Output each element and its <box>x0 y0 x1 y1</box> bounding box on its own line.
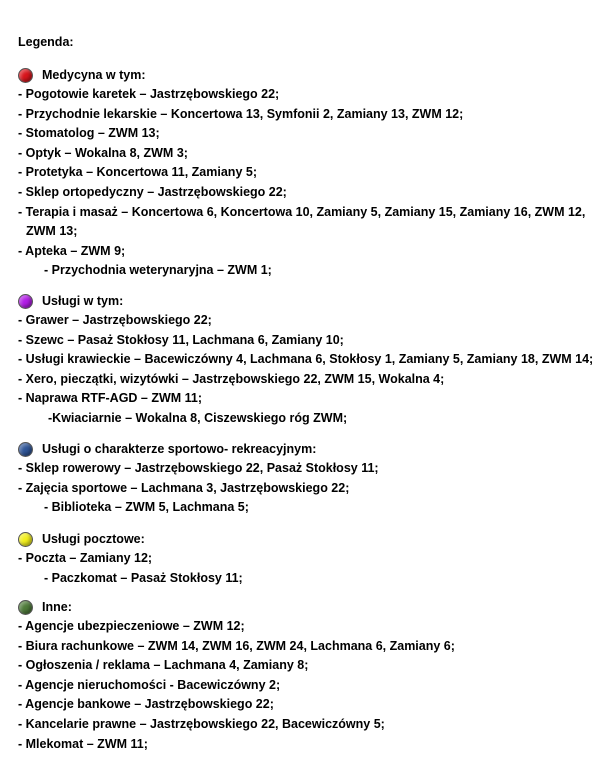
list-item: - Kancelarie prawne – Jastrzębowskiego 22, Bacewiczówny 5; <box>18 716 385 731</box>
list-item: - Agencje ubezpieczeniowe – ZWM 12; <box>18 619 245 633</box>
section-uslugi <box>18 292 603 429</box>
section-label: Medycyna w tym: <box>42 68 146 82</box>
list-item: - Sklep rowerowy – Jastrzębowskiego 22, Pasaż Stokłosy 11; <box>18 461 379 475</box>
section-medycyna <box>18 66 603 281</box>
list-item: - Agencje bankowe – Jastrzębowskiego 22; <box>18 697 274 712</box>
section-pocztowe <box>18 530 603 588</box>
list-item-indented: - Przychodnia weterynaryjna – ZWM 1; <box>44 263 272 278</box>
list-item: - Optyk – Wokalna 8, ZWM 3; <box>18 145 188 160</box>
green-circle-icon <box>18 600 33 615</box>
list-item: - Naprawa RTF-AGD – ZWM 11; <box>18 391 203 406</box>
section-label: Usługi pocztowe: <box>42 532 145 546</box>
list-item: - Ogłoszenia / reklama – Lachmana 4, Zamiany 8; <box>18 658 309 673</box>
section-label: Inne: <box>42 600 72 614</box>
section-header <box>18 530 603 549</box>
red-circle-icon <box>18 68 33 83</box>
list-item: - Przychodnie lekarskie – Koncertowa 13, Symfonii 2, Zamiany 13, ZWM 12; <box>18 106 464 121</box>
section-sport <box>18 440 603 518</box>
list-item: - Grawer – Jastrzębowskiego 22; <box>18 313 212 327</box>
list-item: - Pogotowie karetek – Jastrzębowskiego 22; <box>18 87 280 101</box>
list-item: - Mlekomat – ZWM 11; <box>18 736 148 751</box>
list-item: - Protetyka – Koncertowa 11, Zamiany 5; <box>18 165 257 180</box>
list-item-indented: - Biblioteka – ZWM 5, Lachmana 5; <box>44 500 249 515</box>
section-inne <box>18 598 603 754</box>
list-item: - Agencje nieruchomości - Bacewiczówny 2; <box>18 677 281 692</box>
list-item: - Terapia i masaż – Koncertowa 6, Koncertowa 10, Zamiany 5, Zamiany 15, Zamiany 16, ZWM 12, <box>18 204 586 219</box>
list-item: - Zajęcia sportowe – Lachmana 3, Jastrzębowskiego 22; <box>18 480 350 495</box>
section-label: Usługi o charakterze sportowo- rekreacyjnym: <box>42 442 317 456</box>
list-item-indented: - Paczkomat – Pasaż Stokłosy 11; <box>44 570 243 585</box>
yellow-circle-icon <box>18 532 33 547</box>
section-header <box>18 598 603 617</box>
list-item: - Xero, pieczątki, wizytówki – Jastrzębowskiego 22, ZWM 15, Wokalna 4; <box>18 371 445 386</box>
section-header <box>18 66 603 85</box>
blue-circle-icon <box>18 442 33 457</box>
purple-circle-icon <box>18 294 33 309</box>
list-item: - Biura rachunkowe – ZWM 14, ZWM 16, ZWM 24, Lachmana 6, Zamiany 6; <box>18 638 455 653</box>
list-item: - Szewc – Pasaż Stokłosy 11, Lachmana 6, Zamiany 10; <box>18 332 344 347</box>
section-header <box>18 440 603 459</box>
list-item-indented: -Kwiaciarnie – Wokalna 8, Ciszewskiego róg ZWM; <box>48 410 348 425</box>
section-label: Usługi w tym: <box>42 294 124 308</box>
list-item: - Sklep ortopedyczny – Jastrzębowskiego 22; <box>18 184 287 199</box>
list-item: - Usługi krawieckie – Bacewiczówny 4, Lachmana 6, Stokłosy 1, Zamiany 5, Zamiany 18, ZWM 14; <box>18 352 594 367</box>
section-header <box>18 292 603 311</box>
list-item-continuation: ZWM 13; <box>26 224 78 239</box>
list-item: - Poczta – Zamiany 12; <box>18 551 153 565</box>
list-item: - Stomatolog – ZWM 13; <box>18 126 160 141</box>
list-item: - Apteka – ZWM 9; <box>18 243 126 258</box>
legend-title: Legenda: <box>18 35 74 49</box>
